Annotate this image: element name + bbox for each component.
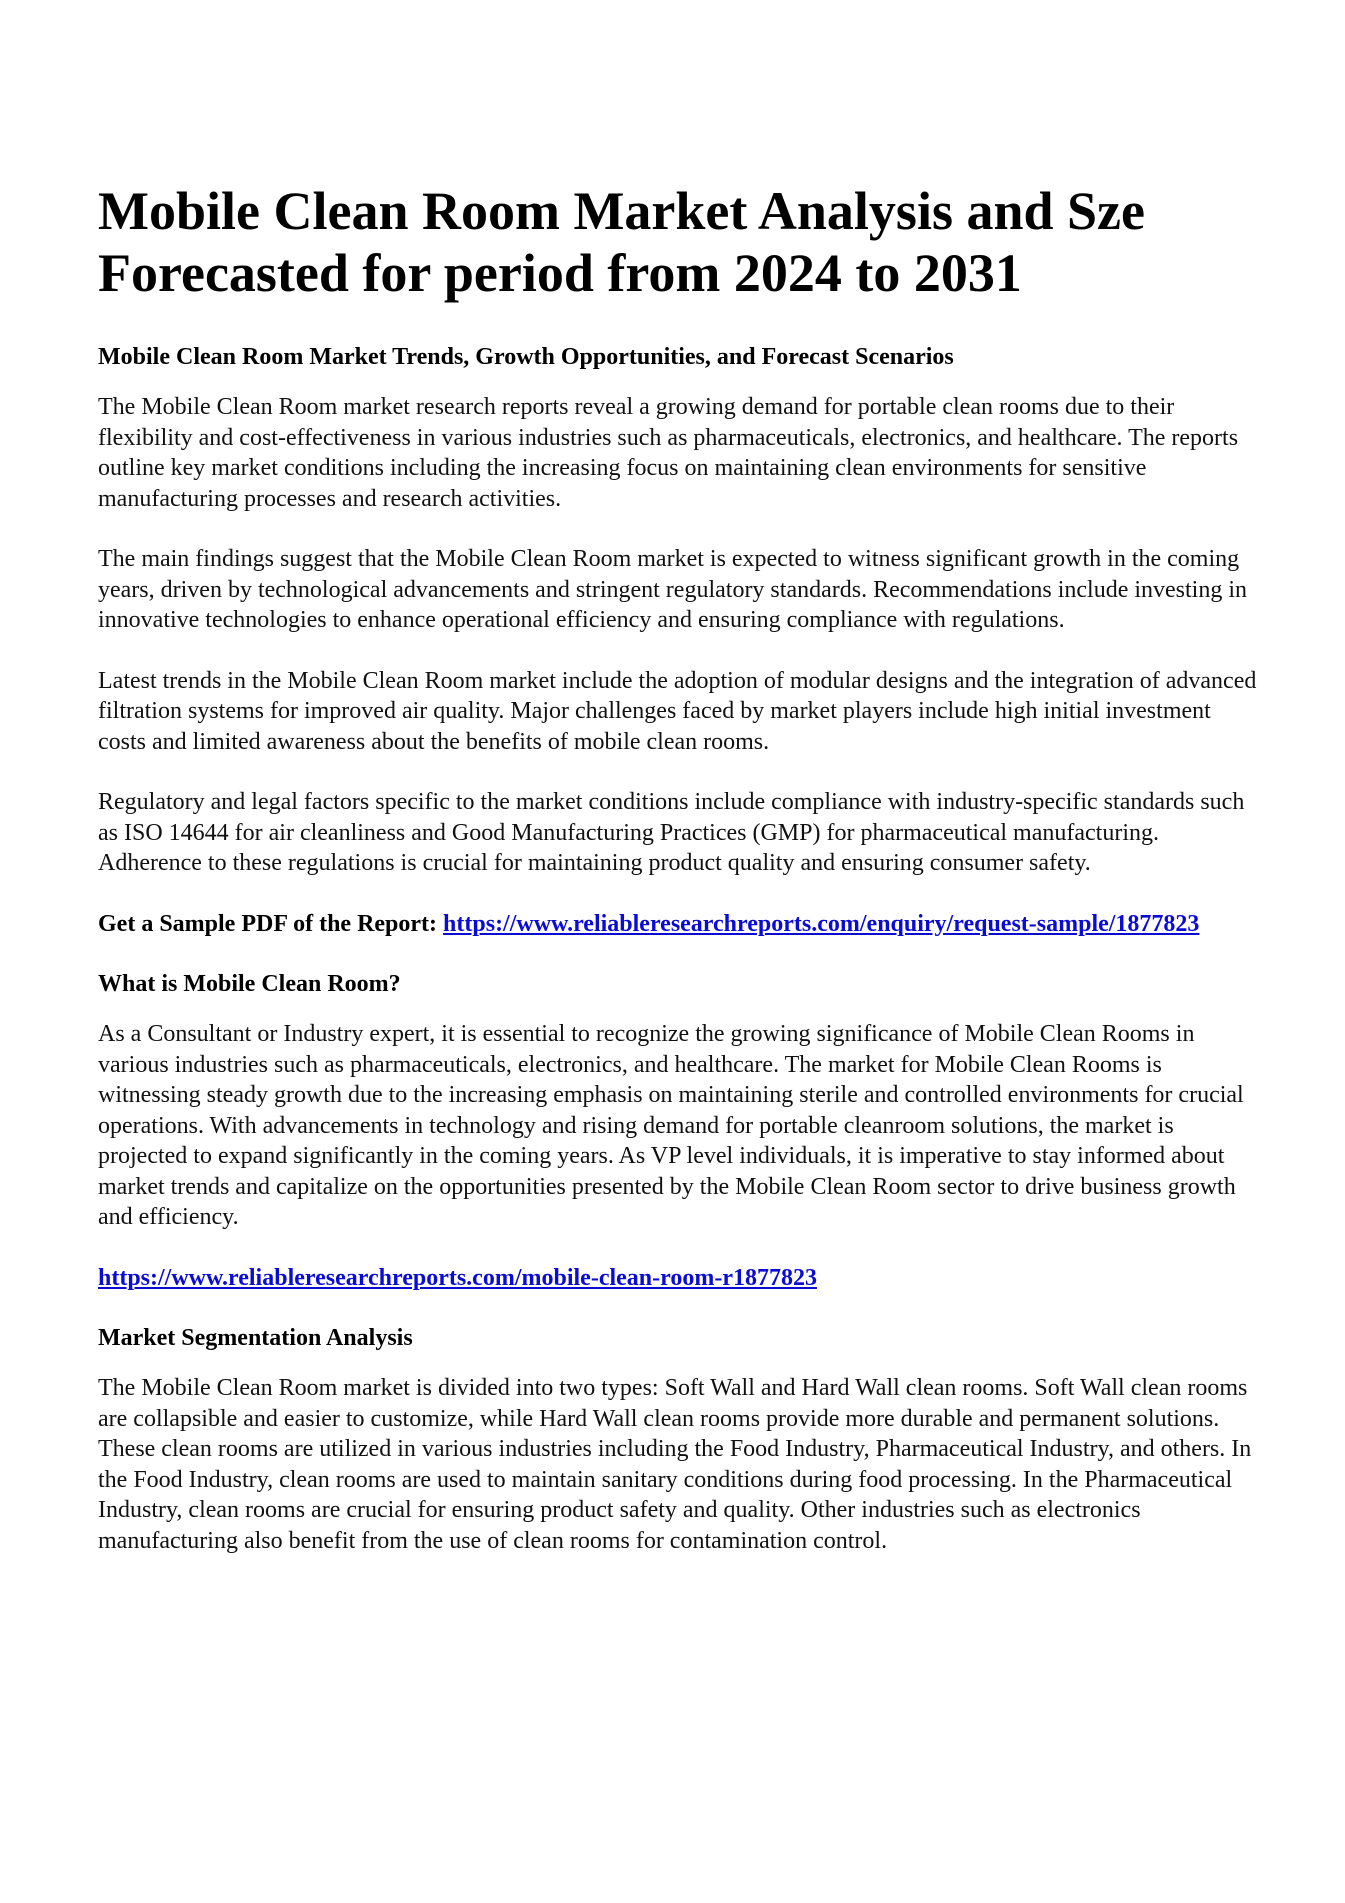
- report-link[interactable]: https://www.reliableresearchreports.com/mobile-clean-room-r1877823: [98, 1264, 817, 1291]
- paragraph-intro-3: Latest trends in the Mobile Clean Room market include the adoption of modular designs and the integration of advanced filtration systems for improved air quality. Major challenges faced by market players include high initial investment costs and limited awareness about the benefits of mobile clean rooms.: [98, 667, 1257, 755]
- section-heading-what-is: What is Mobile Clean Room?: [98, 971, 401, 997]
- paragraph-intro-1: The Mobile Clean Room market research reports reveal a growing demand for portable clean rooms due to their flexibility and cost-effectiveness in various industries such as pharmaceuticals, electronics, and healthcare. The reports outline key market conditions including the increasing focus on maintaining clean environments for sensitive manufacturing processes and research activities.: [98, 394, 1239, 512]
- document-page: [98, 180, 1258, 1586]
- sample-pdf-line: [98, 909, 1258, 940]
- paragraph-intro-4: Regulatory and legal factors specific to the market conditions include compliance with industry-specific standards such as ISO 14644 for air cleanliness and Good Manufacturing Practices (GMP) for pharmaceutical manufacturing. Adherence to these regulations is crucial for maintaining product quality and ensuring consumer safety.: [98, 789, 1245, 876]
- sample-pdf-label: Get a Sample PDF of the Report:: [98, 910, 438, 937]
- section-heading-trends: Mobile Clean Room Market Trends, Growth Opportunities, and Forecast Scenarios: [98, 344, 954, 370]
- report-link-line: [98, 1263, 1258, 1294]
- section-heading-segmentation: Market Segmentation Analysis: [98, 1325, 413, 1351]
- paragraph-what-is: As a Consultant or Industry expert, it is essential to recognize the growing significance of Mobile Clean Rooms in various industries such as pharmaceuticals, electronics, and healthcare. The market for Mobile Clean Rooms is witnessing steady growth due to the increasing emphasis on maintaining sterile and controlled environments for crucial operations. With advancements in technology and rising demand for portable cleanroom solutions, the market is projected to expand significantly in the coming years. As VP level individuals, it is imperative to stay informed about market trends and capitalize on the opportunities presented by the Mobile Clean Room sector to drive business growth and efficiency.: [98, 1021, 1244, 1230]
- paragraph-intro-2: The main findings suggest that the Mobile Clean Room market is expected to witness significant growth in the coming years, driven by technological advancements and stringent regulatory standards. Recommendations include investing in innovative technologies to enhance operational efficiency and ensuring compliance with regulations.: [98, 546, 1248, 633]
- sample-pdf-link[interactable]: https://www.reliableresearchreports.com/enquiry/request-sample/1877823: [443, 910, 1200, 937]
- page-title: Mobile Clean Room Market Analysis and Sze Forecasted for period from 2024 to 2031: [98, 181, 1145, 303]
- paragraph-segmentation: The Mobile Clean Room market is divided into two types: Soft Wall and Hard Wall clean rooms. Soft Wall clean rooms are collapsible and easier to customize, while Hard Wall clean rooms provide more durable and permanent solutions. These clean rooms are utilized in various industries including the Food Industry, Pharmaceutical Industry, and others. In the Food Industry, clean rooms are used to maintain sanitary conditions during food processing. In the Pharmaceutical Industry, clean rooms are crucial for ensuring product safety and quality. Other industries such as electronics manufacturing also benefit from the use of clean rooms for contamination control.: [98, 1375, 1252, 1554]
